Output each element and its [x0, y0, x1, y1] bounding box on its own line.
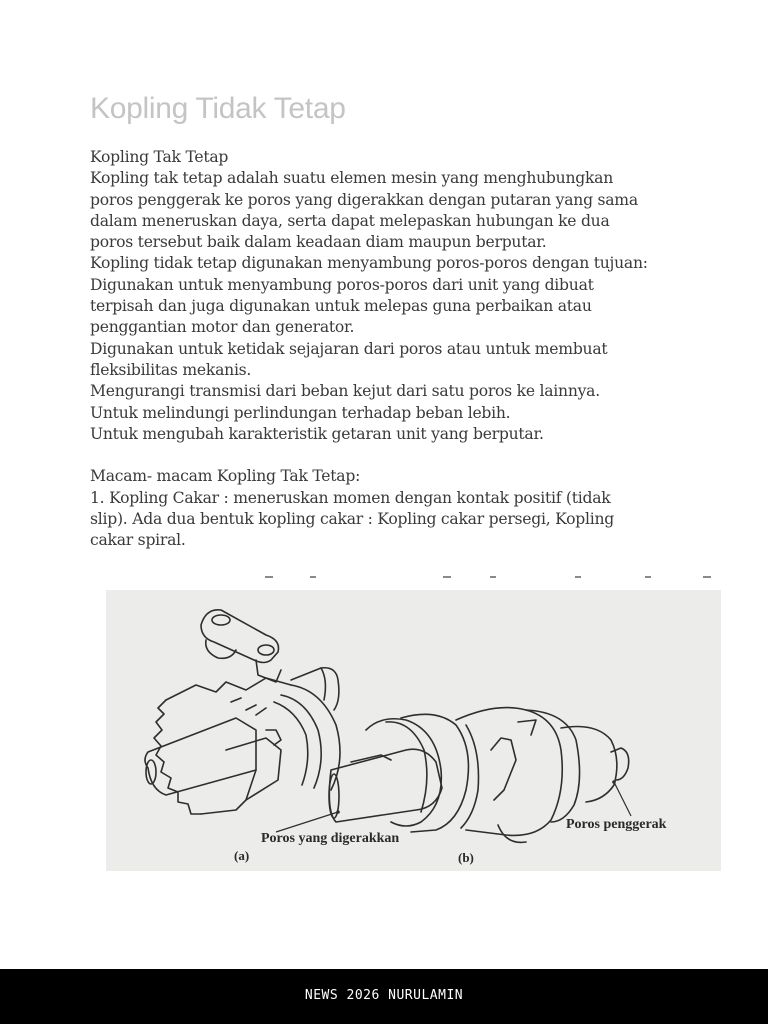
article-line: slip). Ada dua bentuk kopling cakar : Kopling cakar persegi, Kopling — [90, 510, 614, 529]
jaw-coupling-illustration — [106, 590, 721, 871]
article-line: Digunakan untuk ketidak sejajaran dari poros atau untuk membuat — [90, 339, 608, 358]
footer-text: NEWS 2026 NURULAMIN — [304, 988, 464, 1003]
article-line: poros penggerak ke poros yang digerakkan dengan putaran yang sama — [90, 190, 638, 209]
article-line: fleksibilitas mekanis. — [90, 360, 252, 379]
article-line: 1. Kopling Cakar : meneruskan momen dengan kontak positif (tidak — [90, 488, 611, 507]
article-line: Untuk mengubah karakteristik getaran unit yang berputar. — [90, 424, 544, 443]
coupling-diagram-figure — [106, 590, 721, 871]
page-title: Kopling Tidak Tetap — [90, 92, 346, 125]
article-line: cakar spiral. — [90, 531, 186, 550]
label-driving-shaft: Poros penggerak — [566, 817, 667, 832]
article-line: Kopling tak tetap adalah suatu elemen mesin yang menghubungkan — [90, 169, 614, 188]
article-line: terpisah dan juga digunakan untuk melepas guna perbaikan atau — [90, 297, 592, 316]
label-a: (a) — [234, 848, 250, 863]
article-line: Digunakan untuk menyambung poros-poros dari unit yang dibuat — [90, 275, 594, 294]
blank-line — [90, 445, 690, 466]
figure-top-marks — [100, 576, 730, 580]
article-line: dalam meneruskan daya, serta dapat melepaskan hubungan ke dua — [90, 211, 610, 230]
article-subtitle: Kopling Tak Tetap — [90, 148, 229, 166]
label-b: (b) — [458, 850, 474, 865]
footer-bar — [0, 969, 768, 1024]
label-driven-shaft: Poros yang digerakkan — [261, 831, 400, 846]
article-line: Mengurangi transmisi dari beban kejut dari satu poros ke lainnya. — [90, 382, 600, 401]
article-line: penggantian motor dan generator. — [90, 318, 355, 337]
article-line: poros tersebut baik dalam keadaan diam maupun berputar. — [90, 233, 547, 252]
section-heading: Macam- macam Kopling Tak Tetap: — [90, 467, 361, 486]
article-line: Kopling tidak tetap digunakan menyambung poros-poros dengan tujuan: — [90, 254, 648, 273]
article-line: Untuk melindungi perlindungan terhadap beban lebih. — [90, 403, 511, 422]
article-body — [90, 147, 690, 552]
